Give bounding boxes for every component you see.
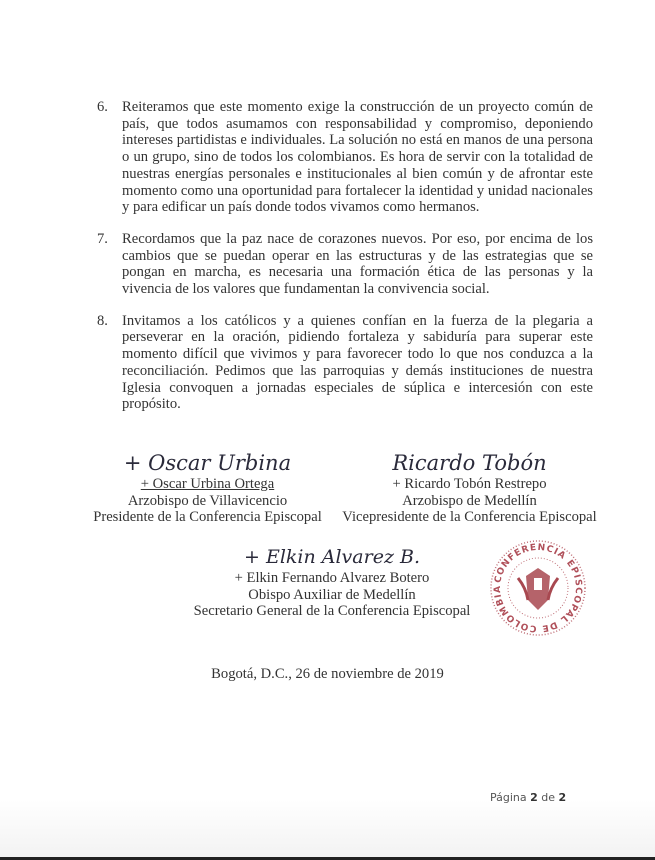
signatory-role: Obispo Auxiliar de Medellín (248, 586, 416, 603)
signatory-name: + Ricardo Tobón Restrepo (392, 476, 547, 492)
item-text: Reiteramos que este momento exige la construcción de un proyecto común de país, que todos asumamos con responsabilidad y compromiso, deponiendo intereses partidistas e individuales. La solución no está en manos de una persona o un grupo, sino de todos los colombianos. Es hora de servir con la totalidad de nuestras energías personales e institucionales al bien común y de afrontar este momento como una oportunidad para fortalecer la identidad y unidad nacionales y para edificar un país donde todos vivamos como hermanos. (122, 99, 593, 216)
signatory-role: Arzobispo de Villavicencio (127, 492, 288, 509)
signatory-name: + Oscar Urbina Ortega (140, 476, 275, 492)
signatory-block-tobon (342, 450, 597, 526)
signatory-block-urbina (80, 450, 335, 526)
episcopal-seal (488, 538, 588, 638)
item-number: 8. (97, 312, 108, 329)
list-item-6 (97, 99, 593, 216)
signatory-title: Vicepresidente de la Conferencia Episcopal (342, 509, 597, 526)
item-text: Invitamos a los católicos y a quienes confían en la fuerza de la plegaria a perseverar en la oración, pidiendo fortaleza y sabiduría para superar este momento difícil que vivimos y para favorecer todo lo que nos conduzca a la reconciliación. Pedimos que las parroquias y demás instituciones de nuestra Iglesia convoquen a jornadas especiales de súplica e intercesión con este propósito. (122, 312, 593, 413)
signatory-title: Presidente de la Conferencia Episcopal (93, 509, 322, 526)
page-number (490, 791, 566, 804)
signatory-name: + Elkin Fernando Alvarez Botero (234, 570, 430, 586)
signatory-role: Arzobispo de Medellín (402, 492, 537, 509)
item-number: 7. (97, 230, 108, 247)
svg-text:CONFERENCIA EPISCOPAL DE COLOM: CONFERENCIA EPISCOPAL DE COLOMBIA (492, 542, 584, 634)
item-number: 6. (97, 99, 108, 115)
list-item-7 (97, 231, 593, 298)
total-pages: 2 (558, 791, 567, 804)
of-label: de (541, 791, 556, 804)
item-list (97, 99, 593, 428)
current-page: 2 (530, 791, 538, 804)
signatory-title: Secretario General de la Conferencia Episcopal (193, 603, 471, 620)
signature-urbina: + Oscar Urbina (123, 451, 292, 475)
signature-tobon: Ricardo Tobón (392, 451, 547, 475)
list-item-8 (97, 313, 593, 413)
signatory-block-alvarez (182, 544, 482, 620)
page-label: Página (490, 791, 527, 804)
item-text: Recordamos que la paz nace de corazones nuevos. Por eso, por encima de los cambios que se puedan operar en las estructuras y de las estrategias que se pongan en marcha, es necesaria una formación ética de las personas y la vivencia de los valores que fundamentan la convivencia social. (122, 230, 593, 298)
signature-alvarez: + Elkin Alvarez B. (243, 546, 420, 568)
document-date: Bogotá, D.C., 26 de noviembre de 2019 (211, 666, 444, 682)
